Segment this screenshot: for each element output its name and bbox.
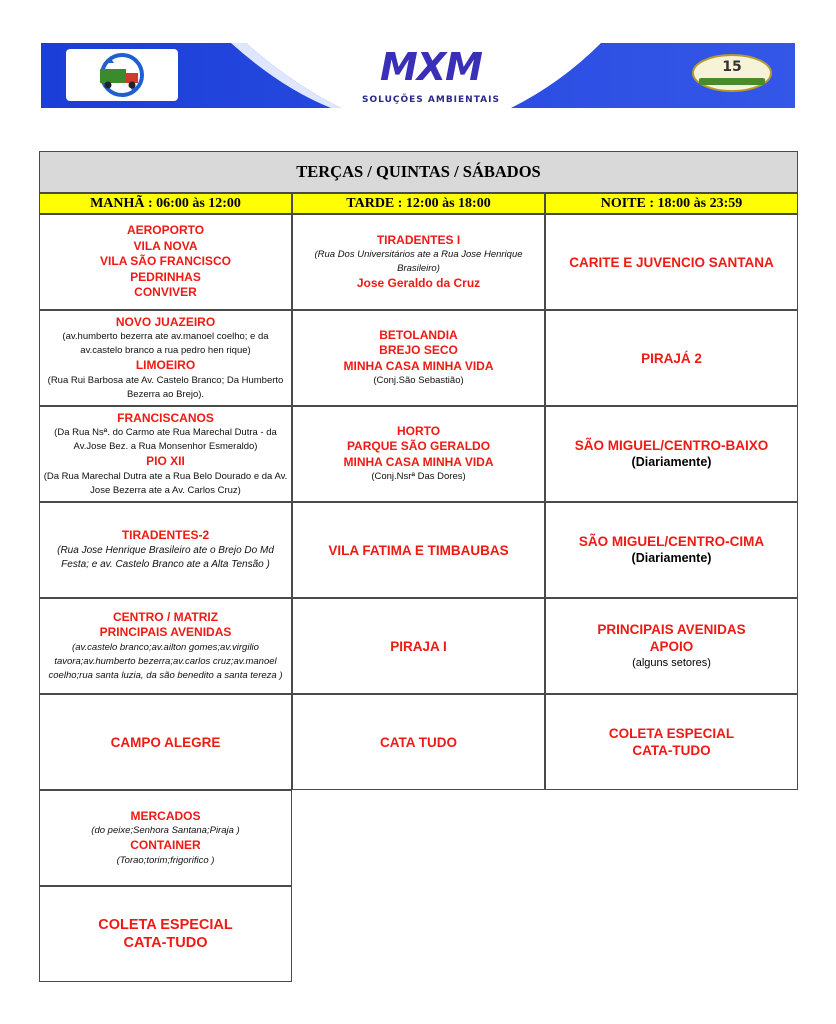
area-note: (Conj.São Sebastião) <box>373 375 464 387</box>
afternoon-row-4 <box>292 502 545 598</box>
area-label: CARITE E JUVENCIO SANTANA <box>569 254 774 270</box>
area-note: (Rua Dos Universitários ate a Rua Jose Henrique Brasileiro) <box>314 249 523 274</box>
night-row-5 <box>545 598 798 694</box>
area-label: CONTAINER <box>130 838 201 852</box>
morning-row-7 <box>39 790 292 886</box>
area-note: (av.humberto bezerra ate av.manoel coelho; e da av.castelo branco a rua pedro hen rique) <box>62 331 269 356</box>
area-label: Jose Geraldo da Cruz <box>356 276 481 290</box>
morning-row-4 <box>39 502 292 598</box>
recycling-truck-logo-icon <box>66 49 178 101</box>
area-label: PEDRINHAS <box>130 269 201 284</box>
column-header-morning-text: MANHÃ : 06:00 às 12:00 <box>90 195 241 211</box>
area-note: (Rua Jose Henrique Brasileiro ate o Brejo Do Md Festa; e av. Castelo Branco ate a Alta Tensão ) <box>57 544 274 570</box>
area-label: CATA TUDO <box>380 734 457 750</box>
area-label: NOVO JUAZEIRO <box>115 314 216 329</box>
area-label: CATA-TUDO <box>632 743 711 758</box>
area-note: (Rua Rui Barbosa ate Av. Castelo Branco; Da Humberto Bezerra ao Brejo). <box>47 374 284 400</box>
area-label: LIMOEIRO <box>135 358 196 372</box>
morning-row-6 <box>39 694 292 790</box>
area-label: TIRADENTES-2 <box>121 528 210 543</box>
night-row-1 <box>545 214 798 310</box>
area-note: (do peixe;Senhora Santana;Piraja ) <box>91 825 240 836</box>
afternoon-row-5 <box>292 598 545 694</box>
table-title <box>39 151 798 193</box>
area-note: (Torao;torim;frigorifico ) <box>116 854 215 866</box>
morning-row-5 <box>39 598 292 694</box>
area-note: (Diariamente) <box>631 551 712 565</box>
area-note: (Conj.Nsrª Das Dores) <box>371 471 466 483</box>
header-banner <box>41 43 795 108</box>
night-row-2 <box>545 310 798 406</box>
anniversary-seal-icon <box>691 53 773 93</box>
table-title-text: TERÇAS / QUINTAS / SÁBADOS <box>296 162 541 181</box>
area-label: PARQUE SÃO GERALDO <box>346 439 491 454</box>
area-note: (alguns setores) <box>632 657 711 669</box>
area-label: PRINCIPAIS AVENIDAS <box>597 622 746 637</box>
area-label: BREJO SECO <box>379 343 458 358</box>
brand-logo: MXM <box>380 45 482 89</box>
afternoon-row-3 <box>292 406 545 502</box>
area-label: COLETA ESPECIAL <box>608 726 735 741</box>
morning-row-8 <box>39 886 292 982</box>
area-label: PIO XII <box>146 454 185 468</box>
morning-row-3 <box>39 406 292 502</box>
area-label: HORTO <box>396 423 441 438</box>
area-note: (Da Rua Marechal Dutra ate a Rua Belo Dourado e da Av. Jose Bezerra ate a Av. Carlos Cruz) <box>43 470 288 496</box>
column-header-morning <box>39 193 292 214</box>
area-label: MINHA CASA MINHA VIDA <box>343 454 494 469</box>
area-label: PIRAJA I <box>390 638 447 654</box>
area-label: COLETA ESPECIAL <box>98 917 233 933</box>
area-label: FRANCISCANOS <box>117 410 214 425</box>
afternoon-row-6 <box>292 694 545 790</box>
area-label: PIRAJÁ 2 <box>641 350 702 366</box>
column-header-night <box>545 193 798 214</box>
area-label: VILA NOVA <box>133 238 198 253</box>
area-label: CAMPO ALEGRE <box>110 734 221 750</box>
area-label: VILA SÃO FRANCISCO <box>100 254 231 269</box>
area-label: CATA-TUDO <box>123 935 208 951</box>
brand-tagline: SOLUÇÕES AMBIENTAIS <box>362 95 500 105</box>
column-header-night-text: NOITE : 18:00 às 23:59 <box>600 195 743 211</box>
area-note: (Diariamente) <box>631 455 712 469</box>
morning-row-1 <box>39 214 292 310</box>
afternoon-row-1 <box>292 214 545 310</box>
area-label: VILA FATIMA E TIMBAUBAS <box>328 542 509 558</box>
area-label: CONVIVER <box>134 285 197 300</box>
area-label: SÃO MIGUEL/CENTRO-BAIXO <box>574 438 769 453</box>
afternoon-row-2 <box>292 310 545 406</box>
night-row-3 <box>545 406 798 502</box>
area-label: MINHA CASA MINHA VIDA <box>343 358 494 373</box>
column-header-afternoon <box>292 193 545 214</box>
area-label: BETOLANDIA <box>379 327 458 342</box>
seal-number: 15 <box>722 59 742 75</box>
area-note: (Da Rua Nsª. do Carmo ate Rua Marechal Dutra - da Av.Jose Bez. a Rua Monsenhor Esmeraldo) <box>54 427 277 452</box>
morning-row-2 <box>39 310 292 406</box>
night-row-4 <box>545 502 798 598</box>
area-label: TIRADENTES I <box>376 232 461 247</box>
night-row-6 <box>545 694 798 790</box>
area-label: PRINCIPAIS AVENIDAS <box>99 625 232 639</box>
column-header-afternoon-text: TARDE : 12:00 às 18:00 <box>346 195 491 211</box>
area-note: (av.castelo branco;av.ailton gomes;av.virgilio tavora;av.humberto bezerra;av.carlos cruz;av.manoel coelho;rua santa luzia, da são benedito a santa tereza ) <box>48 641 283 681</box>
area-label: MERCADOS <box>130 808 201 823</box>
area-label: AEROPORTO <box>126 223 205 238</box>
area-label: APOIO <box>649 639 694 654</box>
area-label: CENTRO / MATRIZ <box>112 609 219 624</box>
schedule-table <box>39 151 798 982</box>
area-label: SÃO MIGUEL/CENTRO-CIMA <box>578 534 765 549</box>
